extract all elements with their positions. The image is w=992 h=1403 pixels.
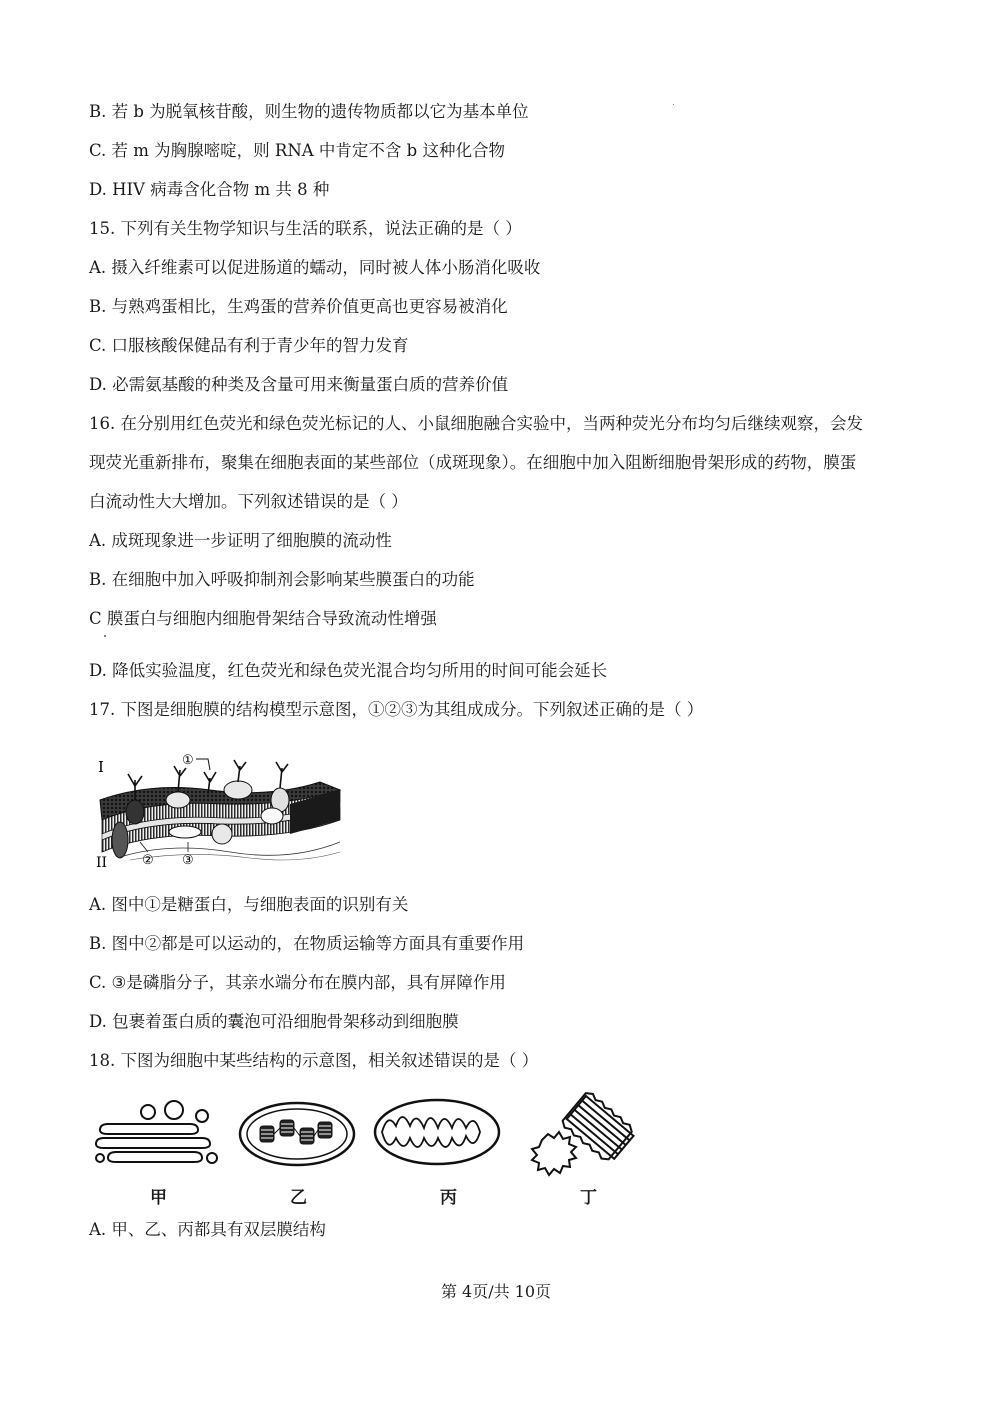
line-q14d: D. HIV 病毒含化合物 m 共 8 种 (89, 180, 330, 199)
line-q18a: A. 甲、乙、丙都具有双层膜结构 (89, 1220, 326, 1239)
line-q15a: A. 摄入纤维素可以促进肠道的蠕动，同时被人体小肠消化吸收 (89, 258, 541, 277)
line-q14c: C. 若 m 为胸腺嘧啶，则 RNA 中肯定不含 b 这种化合物 (89, 141, 505, 160)
label-3: ③ (182, 853, 194, 868)
speck-mark (104, 635, 106, 637)
page-footer: 第 4页/共 10页 (440, 1282, 552, 1301)
label-yi: 乙 (290, 1188, 307, 1208)
line-q17c: C. ③是磷脂分子，其亲水端分布在膜内部，具有屏障作用 (89, 973, 506, 992)
speck-mark-top (673, 104, 674, 105)
line-q16-3: 白流动性大大增加。下列叙述错误的是（ ） (89, 492, 408, 511)
line-q15: 15. 下列有关生物学知识与生活的联系，说法正确的是（ ） (89, 219, 522, 238)
label-1: ① (182, 753, 194, 768)
line-q18: 18. 下图为细胞中某些结构的示意图，相关叙述错误的是（ ） (89, 1051, 539, 1070)
golgi-drawing (96, 1101, 217, 1163)
side-label-bottom: II (96, 855, 108, 871)
mitochondrion-drawing (375, 1100, 499, 1164)
line-q15b: B. 与熟鸡蛋相比，生鸡蛋的营养价值更高也更容易被消化 (89, 297, 508, 316)
line-q16-1: 16. 在分别用红色荧光和绿色荧光标记的人、小鼠细胞融合实验中，当两种荧光分布均匀后继续观察，会发 (89, 414, 863, 433)
centriole-drawing (532, 1090, 637, 1175)
organelle-figure (90, 1088, 640, 1178)
line-q16-2: 现荧光重新排布，聚集在细胞表面的某些部位（成斑现象）。在细胞中加入阻断细胞骨架形成的药物，膜蛋 (89, 453, 857, 472)
line-q17b: B. 图中②都是可以运动的，在物质运输等方面具有重要作用 (89, 934, 525, 953)
label-ding: 丁 (580, 1188, 597, 1208)
line-q17d: D. 包裹着蛋白质的囊泡可沿细胞骨架移动到细胞膜 (89, 1012, 459, 1031)
side-label-top: I (98, 758, 104, 776)
line-q16d: D. 降低实验温度，红色荧光和绿色荧光混合均匀所用的时间可能会延长 (89, 661, 608, 680)
line-q16a: A. 成斑现象进一步证明了细胞膜的流动性 (89, 531, 392, 550)
label-bing: 丙 (440, 1188, 457, 1208)
line-q17: 17. 下图是细胞膜的结构模型示意图，①②③为其组成成分。下列叙述正确的是（ ） (89, 700, 704, 719)
line-q15c: C. 口服核酸保健品有利于青少年的智力发育 (89, 336, 409, 355)
line-q15d: D. 必需氨基酸的种类及含量可用来衡量蛋白质的营养价值 (89, 375, 509, 394)
label-jia: 甲 (150, 1188, 167, 1208)
label-2: ② (142, 853, 154, 868)
membrane-figure (90, 742, 350, 874)
chloroplast-drawing (240, 1103, 354, 1165)
line-q14b: B. 若 b 为脱氧核苷酸，则生物的遗传物质都以它为基本单位 (89, 102, 529, 121)
line-q17a: A. 图中①是糖蛋白，与细胞表面的识别有关 (89, 895, 409, 914)
line-q16c: C 膜蛋白与细胞内细胞骨架结合导致流动性增强 (89, 609, 437, 628)
line-q16b: B. 在细胞中加入呼吸抑制剂会影响某些膜蛋白的功能 (89, 570, 475, 589)
